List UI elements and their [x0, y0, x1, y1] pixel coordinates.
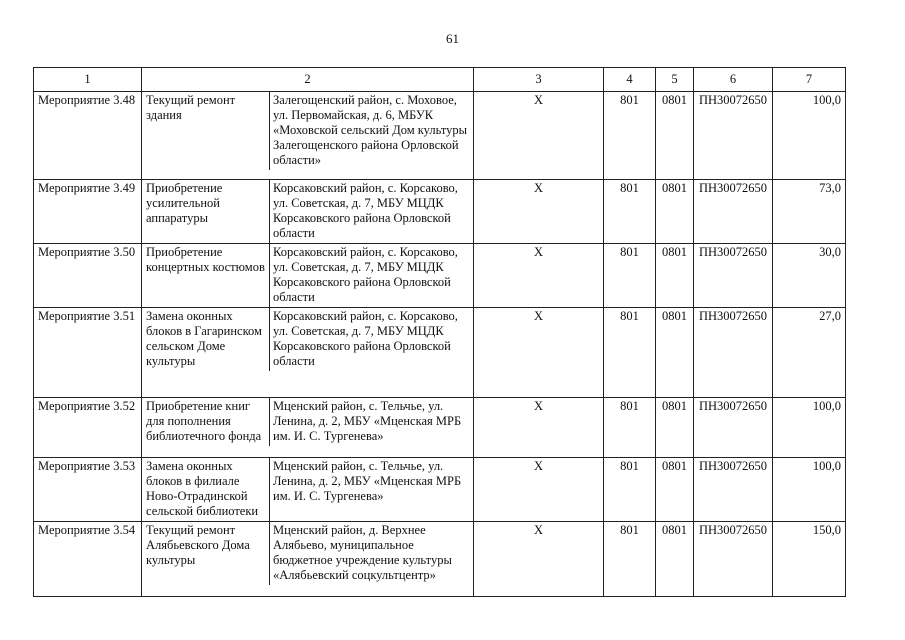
address-cell: Залегощенский район, с. Моховое, ул. Первомайская, д. 6, МБУК «Моховской сельский Дом культуры Залегощенского района Орловской области»: [269, 92, 473, 170]
address-cell: Корсаковский район, с. Корсаково, ул. Советская, д. 7, МБУ МЦДК Корсаковского района Орловской области: [269, 180, 473, 243]
address-cell: Мценский район, д. Верхнее Алябьево, муниципальное бюджетное учреждение культуры «Алябьевский соцкультцентр»: [269, 522, 473, 585]
col6-cell: ПН30072650: [694, 308, 773, 398]
col4-cell: 801: [604, 244, 656, 308]
column-header-1: 1: [34, 68, 142, 92]
column-header-4: 4: [604, 68, 656, 92]
col5-cell: 0801: [656, 180, 694, 244]
col6-cell: ПН30072650: [694, 522, 773, 597]
col4-cell: 801: [604, 92, 656, 180]
col5-cell: 0801: [656, 92, 694, 180]
header-row: [34, 68, 846, 92]
col3-cell: Х: [474, 398, 604, 458]
column-header-3: 3: [474, 68, 604, 92]
col7-cell: 73,0: [773, 180, 846, 244]
table-row: [34, 522, 846, 597]
column-header-5: 5: [656, 68, 694, 92]
col4-cell: 801: [604, 308, 656, 398]
description-cell: [142, 244, 474, 308]
event-cell: Мероприятие 3.54: [34, 522, 142, 597]
name-cell: Текущий ремонт здания: [146, 93, 236, 122]
col6-cell: ПН30072650: [694, 244, 773, 308]
col3-cell: Х: [474, 458, 604, 522]
table-row: [34, 244, 846, 308]
event-cell: Мероприятие 3.52: [34, 398, 142, 458]
col5-cell: 0801: [656, 308, 694, 398]
page-number: 61: [446, 31, 459, 46]
col6-cell: ПН30072650: [694, 92, 773, 180]
name-cell: Приобретение концертных костюмов: [146, 245, 265, 274]
col3-cell: Х: [474, 180, 604, 244]
address-cell: Мценский район, с. Тельчье, ул. Ленина, д. 2, МБУ «Мценская МРБ им. И. С. Тургенева»: [269, 398, 473, 446]
name-cell: Замена оконных блоков в Гагаринском сельском Доме культуры: [146, 309, 262, 368]
column-header-7: 7: [773, 68, 846, 92]
event-cell: Мероприятие 3.49: [34, 180, 142, 244]
col6-cell: ПН30072650: [694, 398, 773, 458]
col4-cell: 801: [604, 522, 656, 597]
col6-cell: ПН30072650: [694, 180, 773, 244]
table-row: [34, 180, 846, 244]
col6-cell: ПН30072650: [694, 458, 773, 522]
column-header-2: 2: [142, 68, 474, 92]
col7-cell: 100,0: [773, 458, 846, 522]
col7-cell: 150,0: [773, 522, 846, 597]
name-cell: Замена оконных блоков в филиале Ново-Отрадинской сельской библиотеки: [146, 459, 259, 518]
col3-cell: Х: [474, 522, 604, 597]
table-row: [34, 308, 846, 398]
column-header-6: 6: [694, 68, 773, 92]
col7-cell: 30,0: [773, 244, 846, 308]
event-cell: Мероприятие 3.53: [34, 458, 142, 522]
col5-cell: 0801: [656, 522, 694, 597]
table-row: [34, 398, 846, 458]
table-row: [34, 92, 846, 180]
description-cell: [142, 458, 474, 522]
col7-cell: 27,0: [773, 308, 846, 398]
col7-cell: 100,0: [773, 398, 846, 458]
col3-cell: Х: [474, 92, 604, 180]
address-cell: Корсаковский район, с. Корсаково, ул. Советская, д. 7, МБУ МЦДК Корсаковского района Орловской области: [269, 308, 473, 371]
description-cell: [142, 92, 474, 180]
col7-cell: 100,0: [773, 92, 846, 180]
description-cell: [142, 308, 474, 398]
event-cell: Мероприятие 3.48: [34, 92, 142, 180]
col5-cell: 0801: [656, 458, 694, 522]
col3-cell: Х: [474, 244, 604, 308]
col4-cell: 801: [604, 458, 656, 522]
name-cell: Текущий ремонт Алябьевского Дома культуры: [146, 523, 250, 567]
name-cell: Приобретение книг для пополнения библиотечного фонда: [146, 399, 262, 443]
name-cell: Приобретение усилительной аппаратуры: [146, 181, 223, 225]
description-cell: [142, 522, 474, 597]
description-cell: [142, 398, 474, 458]
col4-cell: 801: [604, 180, 656, 244]
col4-cell: 801: [604, 398, 656, 458]
col5-cell: 0801: [656, 244, 694, 308]
event-cell: Мероприятие 3.50: [34, 244, 142, 308]
description-cell: [142, 180, 474, 244]
address-cell: Мценский район, с. Тельчье, ул. Ленина, д. 2, МБУ «Мценская МРБ им. И. С. Тургенева»: [269, 458, 473, 521]
event-cell: Мероприятие 3.51: [34, 308, 142, 398]
col3-cell: Х: [474, 308, 604, 398]
budget-table: [33, 67, 846, 597]
table-row: [34, 458, 846, 522]
col5-cell: 0801: [656, 398, 694, 458]
address-cell: Корсаковский район, с. Корсаково, ул. Советская, д. 7, МБУ МЦДК Корсаковского района Орловской области: [269, 244, 473, 307]
